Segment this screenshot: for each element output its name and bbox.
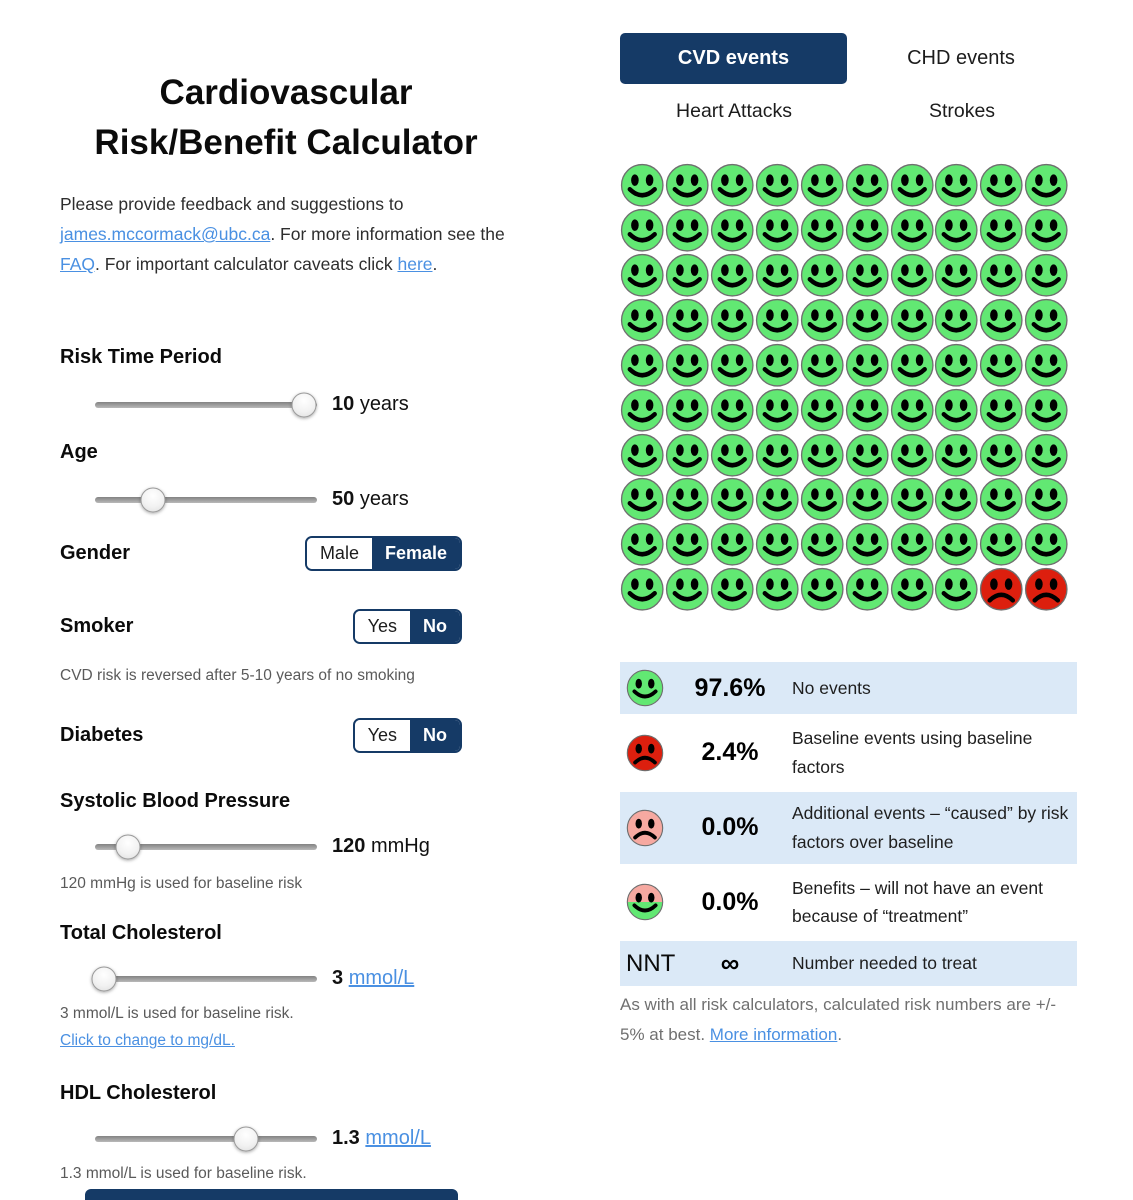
happy-face-icon [1024, 253, 1069, 298]
happy-face-icon [626, 669, 676, 707]
happy-face-icon [665, 343, 710, 388]
happy-face-icon [800, 208, 845, 253]
happy-face-icon [800, 387, 845, 432]
happy-face-icon [620, 477, 665, 522]
additional-events-percent: 0.0% [701, 813, 759, 842]
total-cholesterol-unit-link[interactable]: mmol/L [348, 967, 415, 989]
gender-label: Gender [60, 542, 131, 564]
intro-text: . For important calculator caveats click [95, 254, 398, 275]
happy-face-icon [1024, 477, 1069, 522]
results-legend [620, 662, 1077, 989]
benefit-face-icon [626, 883, 676, 921]
happy-face-icon [665, 477, 710, 522]
happy-face-icon [755, 298, 800, 343]
happy-face-icon [934, 432, 979, 477]
happy-face-icon [844, 567, 889, 612]
happy-face-icon [665, 253, 710, 298]
gender-male-option[interactable]: Male [307, 538, 372, 569]
legend-row-additional-events [620, 792, 1077, 864]
age-slider[interactable] [95, 497, 317, 503]
happy-face-icon [844, 387, 889, 432]
happy-face-icon [889, 567, 934, 612]
happy-face-icon [934, 208, 979, 253]
happy-face-icon [889, 343, 934, 388]
happy-face-icon [934, 567, 979, 612]
happy-face-icon [1024, 343, 1069, 388]
happy-face-icon [889, 163, 934, 208]
risk-time-slider-thumb[interactable] [291, 392, 316, 417]
diabetes-section [60, 718, 462, 753]
happy-face-icon [844, 343, 889, 388]
total-cholesterol-slider-thumb[interactable] [91, 966, 116, 991]
happy-face-icon [710, 298, 755, 343]
happy-face-icon [755, 477, 800, 522]
happy-face-icon [934, 522, 979, 567]
happy-face-icon [620, 298, 665, 343]
additional-events-text: Additional events – “caused” by risk factors over baseline [792, 802, 1069, 852]
nnt-text: Number needed to treat [792, 953, 977, 974]
happy-face-icon [889, 253, 934, 298]
benefits-text: Benefits – will not have an event because of “treatment” [792, 877, 1043, 927]
risk-time-value: 10 years [332, 393, 409, 415]
pink-sad-face-icon [626, 809, 676, 847]
happy-face-icon [710, 567, 755, 612]
systolic-bp-slider[interactable] [95, 844, 317, 850]
happy-face-icon [934, 298, 979, 343]
diabetes-label: Diabetes [60, 724, 144, 746]
happy-face-icon [755, 522, 800, 567]
hdl-cholesterol-note: 1.3 mmol/L is used for baseline risk. [60, 1165, 307, 1182]
systolic-bp-label: Systolic Blood Pressure [60, 790, 291, 812]
total-cholesterol-value: 3 mmol/L [332, 967, 415, 989]
systolic-bp-note: 120 mmHg is used for baseline risk [60, 875, 303, 892]
smoker-note: CVD risk is reversed after 5-10 years of no smoking [60, 667, 415, 684]
happy-face-icon [934, 253, 979, 298]
happy-face-icon [1024, 298, 1069, 343]
age-section [60, 441, 512, 511]
page-title-line1: Cardiovascular [159, 73, 413, 112]
baseline-events-text: Baseline events using baseline factors [792, 728, 1033, 777]
happy-face-icon [620, 387, 665, 432]
happy-face-icon [710, 208, 755, 253]
diabetes-toggle[interactable] [353, 718, 462, 753]
happy-face-icon [889, 387, 934, 432]
intro-paragraph [60, 189, 512, 279]
happy-face-icon [665, 163, 710, 208]
happy-face-icon [665, 567, 710, 612]
happy-face-icon [934, 163, 979, 208]
faq-link[interactable]: FAQ [60, 254, 96, 275]
page-title-line2: Risk/Benefit Calculator [94, 122, 478, 162]
hdl-cholesterol-label: HDL Cholesterol [60, 1082, 217, 1104]
smoker-yes-option[interactable]: Yes [355, 611, 410, 642]
disclaimer-text: As with all risk calculators, calculated risk numbers are +/- 5% at best. [620, 995, 1057, 1045]
sad-face-icon [1024, 567, 1069, 612]
happy-face-icon [665, 208, 710, 253]
hdl-cholesterol-slider[interactable] [95, 1136, 317, 1142]
happy-face-icon [889, 298, 934, 343]
smoker-no-option[interactable]: No [410, 611, 460, 642]
happy-face-icon [844, 522, 889, 567]
legend-row-no-events [620, 662, 1077, 714]
hdl-cholesterol-slider-thumb[interactable] [233, 1126, 258, 1151]
risk-time-slider[interactable] [95, 402, 317, 408]
happy-face-icon [800, 432, 845, 477]
happy-face-icon [889, 477, 934, 522]
benefits-percent: 0.0% [701, 887, 759, 916]
happy-face-icon [755, 208, 800, 253]
happy-face-icon [979, 253, 1024, 298]
happy-face-icon [889, 208, 934, 253]
more-information-link[interactable]: More information [709, 1025, 838, 1045]
age-value: 50 years [332, 488, 409, 510]
happy-face-icon [710, 343, 755, 388]
happy-face-icon [620, 522, 665, 567]
happy-face-icon [1024, 432, 1069, 477]
happy-face-icon [755, 567, 800, 612]
intro-text: Please provide feedback and suggestions to [60, 194, 404, 214]
happy-face-icon [979, 387, 1024, 432]
happy-face-icon [979, 343, 1024, 388]
no-events-percent: 97.6% [694, 673, 766, 702]
happy-face-icon [844, 432, 889, 477]
happy-face-icon [620, 432, 665, 477]
happy-face-icon [1024, 163, 1069, 208]
happy-face-icon [844, 163, 889, 208]
age-slider-thumb[interactable] [140, 487, 165, 512]
hdl-cholesterol-unit-link[interactable]: mmol/L [365, 1127, 431, 1149]
hdl-cholesterol-section [60, 1082, 512, 1183]
intro-text: . [432, 254, 438, 275]
happy-face-icon [710, 522, 755, 567]
diabetes-no-option[interactable]: No [410, 720, 460, 751]
happy-face-icon [844, 208, 889, 253]
events-subtabs [620, 100, 1077, 123]
happy-face-icon [620, 163, 665, 208]
page-title [60, 68, 512, 167]
no-events-text: No events [792, 677, 871, 698]
happy-face-icon [755, 432, 800, 477]
smiley-grid [620, 163, 1069, 612]
happy-face-icon [665, 432, 710, 477]
happy-face-icon [620, 567, 665, 612]
email-link[interactable]: james.mccormack@ubc.ca [60, 224, 271, 245]
tab-chd-events[interactable]: CHD events [907, 47, 1015, 69]
next-section-partial [85, 1189, 458, 1200]
subtab-strokes[interactable]: Strokes [928, 100, 996, 122]
happy-face-icon [979, 298, 1024, 343]
hdl-cholesterol-value: 1.3 mmol/L [332, 1127, 431, 1149]
systolic-bp-section [60, 790, 512, 893]
baseline-events-percent: 2.4% [701, 738, 759, 767]
events-tabs [620, 33, 1077, 84]
disclaimer [620, 990, 1077, 1051]
happy-face-icon [800, 477, 845, 522]
happy-face-icon [934, 343, 979, 388]
diabetes-yes-option[interactable]: Yes [355, 720, 410, 751]
happy-face-icon [800, 343, 845, 388]
happy-face-icon [979, 163, 1024, 208]
happy-face-icon [979, 432, 1024, 477]
happy-face-icon [800, 567, 845, 612]
happy-face-icon [934, 477, 979, 522]
happy-face-icon [665, 522, 710, 567]
happy-face-icon [844, 477, 889, 522]
sad-face-icon [626, 734, 676, 772]
happy-face-icon [710, 477, 755, 522]
risk-time-label: Risk Time Period [60, 346, 222, 368]
happy-face-icon [800, 522, 845, 567]
happy-face-icon [710, 163, 755, 208]
happy-face-icon [710, 387, 755, 432]
happy-face-icon [620, 253, 665, 298]
happy-face-icon [800, 298, 845, 343]
happy-face-icon [934, 387, 979, 432]
happy-face-icon [1024, 387, 1069, 432]
disclaimer-text: . [837, 1025, 843, 1045]
happy-face-icon [979, 522, 1024, 567]
smoker-label: Smoker [60, 615, 134, 637]
legend-row-nnt [620, 941, 1077, 986]
gender-toggle[interactable] [305, 536, 462, 571]
here-link[interactable]: here [397, 254, 433, 275]
happy-face-icon [665, 298, 710, 343]
nnt-label: NNT [626, 949, 676, 977]
happy-face-icon [800, 163, 845, 208]
happy-face-icon [844, 298, 889, 343]
total-cholesterol-section [60, 922, 512, 1050]
happy-face-icon [979, 477, 1024, 522]
legend-row-benefits [620, 867, 1077, 939]
happy-face-icon [755, 253, 800, 298]
happy-face-icon [620, 208, 665, 253]
subtab-heart-attacks[interactable]: Heart Attacks [676, 100, 792, 122]
risk-time-section [60, 346, 512, 416]
happy-face-icon [665, 387, 710, 432]
happy-face-icon [800, 253, 845, 298]
happy-face-icon [844, 253, 889, 298]
systolic-bp-slider-thumb[interactable] [116, 834, 141, 859]
total-cholesterol-label: Total Cholesterol [60, 922, 222, 944]
happy-face-icon [979, 208, 1024, 253]
happy-face-icon [755, 343, 800, 388]
happy-face-icon [710, 253, 755, 298]
total-cholesterol-slider[interactable] [95, 976, 317, 982]
age-label: Age [60, 441, 98, 463]
happy-face-icon [1024, 208, 1069, 253]
change-units-link[interactable]: Click to change to mg/dL. [60, 1032, 235, 1049]
legend-row-baseline-events [620, 717, 1077, 789]
tab-cvd-events[interactable]: CVD events [620, 33, 847, 84]
happy-face-icon [1024, 522, 1069, 567]
smoker-toggle[interactable] [353, 609, 462, 644]
happy-face-icon [755, 387, 800, 432]
happy-face-icon [710, 432, 755, 477]
happy-face-icon [755, 163, 800, 208]
smoker-section [60, 609, 462, 644]
happy-face-icon [620, 343, 665, 388]
happy-face-icon [889, 522, 934, 567]
sad-face-icon [979, 567, 1024, 612]
gender-section [60, 536, 462, 571]
intro-text: . For more information see the [270, 224, 505, 245]
happy-face-icon [889, 432, 934, 477]
systolic-bp-value: 120 mmHg [332, 835, 430, 857]
gender-female-option[interactable]: Female [372, 538, 460, 569]
nnt-value: ∞ [720, 948, 740, 979]
total-cholesterol-note: 3 mmol/L is used for baseline risk. [60, 1005, 294, 1022]
